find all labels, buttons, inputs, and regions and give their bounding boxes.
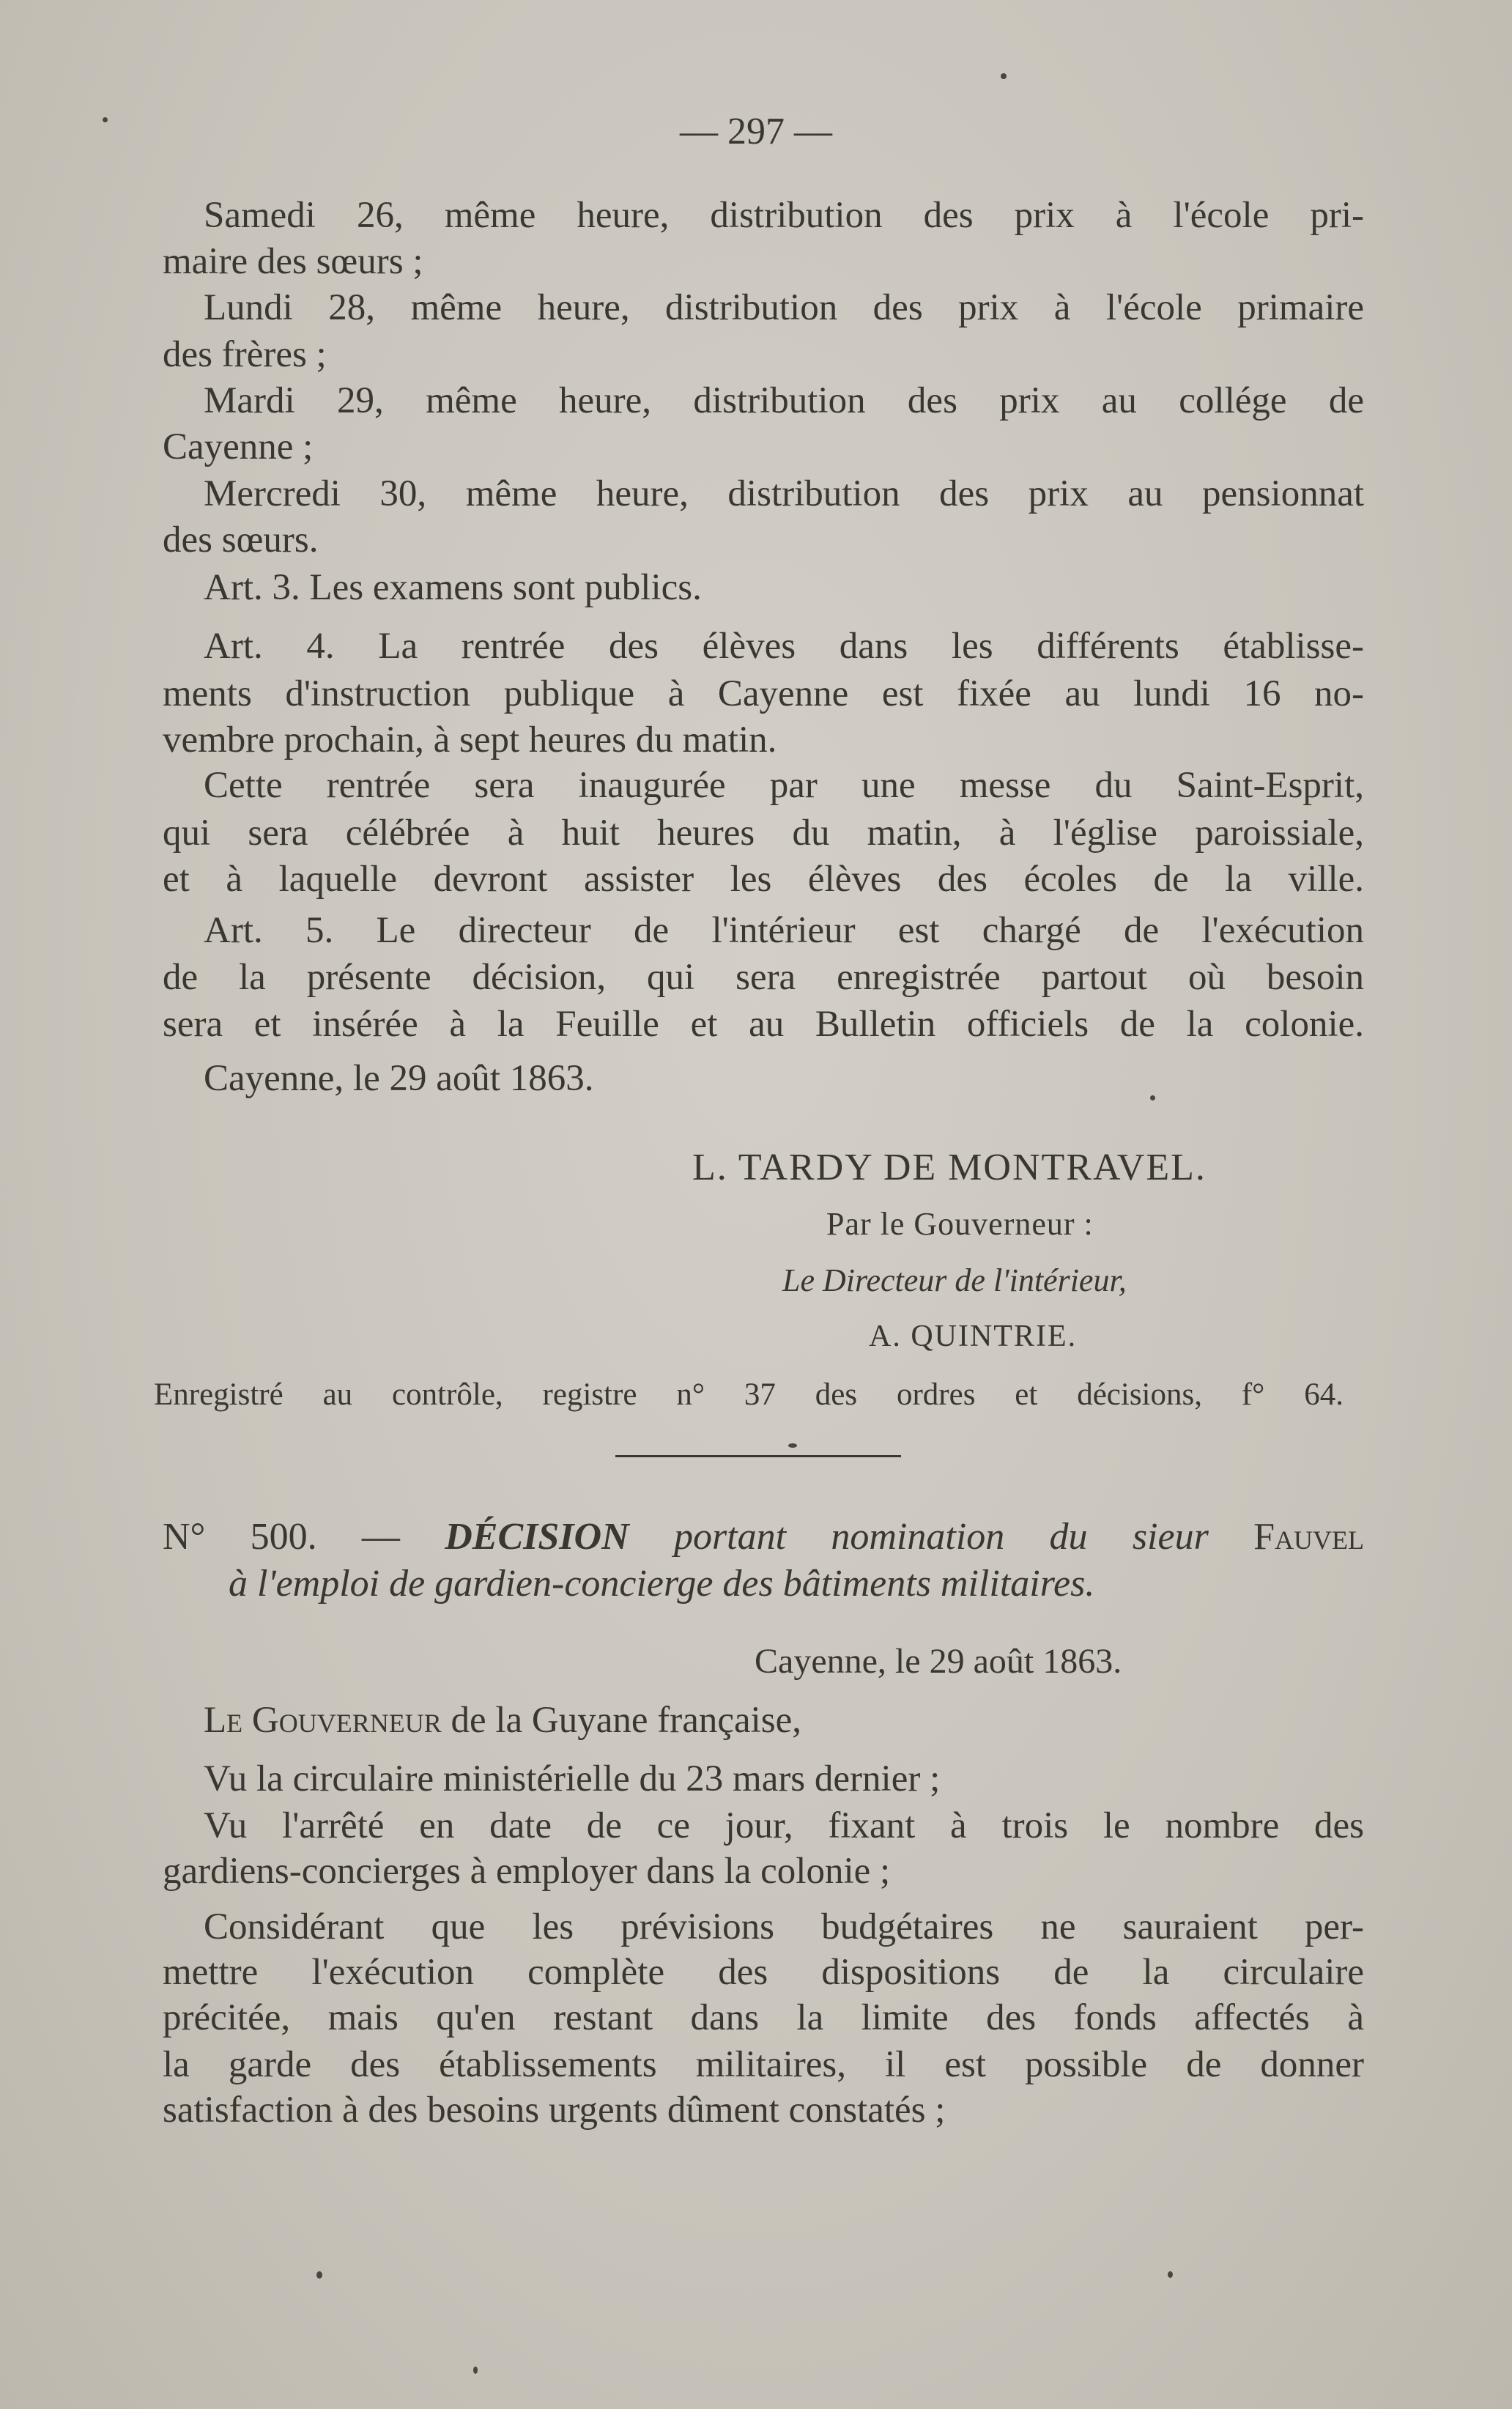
text-line: Lundi 28, même heure, distribution des prix à l'école primaire [204, 287, 1364, 328]
line-text: Vu la circulaire ministérielle du 23 mars dernier ; [204, 1758, 941, 1799]
line-text: Considérant que les prévisions budgétaires ne sauraient per- [204, 1906, 1364, 1947]
page-number: — 297 — [680, 111, 832, 152]
text-line: Art. 4. La rentrée des élèves dans les différents établisse- [204, 626, 1364, 667]
scan-speck [473, 2367, 478, 2374]
text-line [204, 1697, 1364, 1744]
text-line: Art. 5. Le directeur de l'intérieur est chargé de l'exécution [204, 910, 1364, 951]
text-line: Mardi 29, même heure, distribution des prix au collége de [204, 380, 1364, 421]
text-line: des frères ; [163, 334, 327, 375]
text-line: des sœurs. [163, 519, 319, 560]
scan-speck [1001, 73, 1007, 79]
text-line: ments d'instruction publique à Cayenne est fixée au lundi 16 no- [163, 673, 1364, 714]
text-line: maire des sœurs ; [163, 241, 423, 282]
text-line: et à laquelle devront assister les élèves des écoles de la ville. [163, 859, 1364, 900]
text-line: Cette rentrée sera inaugurée par une messe du Saint-Esprit, [204, 765, 1364, 806]
signature-directeur-title: Le Directeur de l'intérieur, [782, 1262, 1127, 1298]
text-line: vembre prochain, à sept heures du matin. [163, 719, 777, 761]
text-line [163, 1994, 1364, 2041]
section-divider [615, 1455, 901, 1457]
text-line: Cayenne ; [163, 426, 314, 467]
text-line [163, 1949, 1364, 1996]
text-line [204, 1755, 1364, 1802]
text-line: de la présente décision, qui sera enregistrée partout où besoin [163, 957, 1364, 998]
text-line: Mercredi 30, même heure, distribution des prix au pensionnat [204, 473, 1364, 514]
scan-speck [788, 1443, 797, 1448]
signature-governor: L. TARDY DE MONTRAVEL. [692, 1147, 1207, 1188]
text-line: qui sera célébrée à huit heures du matin, à l'église paroissiale, [163, 813, 1364, 854]
line-text: la garde des établissements militaires, il est possible de donner [163, 2044, 1364, 2085]
registration-note: Enregistré au contrôle, registre n° 37 des ordres et décisions, f° 64. [154, 1377, 1344, 1412]
signature-par-le-gouverneur: Par le Gouverneur : [826, 1206, 1094, 1242]
scan-speck [1150, 1095, 1155, 1100]
decision-heading-line2: à l'emploi de gardien-concierge des bâtiments militaires. [229, 1563, 1095, 1605]
small-caps-text: Le Gouverneur [204, 1700, 442, 1741]
text-line: Cayenne, le 29 août 1863. [204, 1058, 594, 1099]
text-line: sera et insérée à la Feuille et au Bulletin officiels de la colonie. [163, 1004, 1364, 1045]
line-text: gardiens-concierges à employer dans la colonie ; [163, 1851, 891, 1892]
line-text: précitée, mais qu'en restant dans la limite des fonds affectés à [163, 1997, 1364, 2038]
decision-dateline: Cayenne, le 29 août 1863. [755, 1642, 1122, 1681]
text-line [163, 1848, 1364, 1895]
decision-person-name: Fauvel [1253, 1516, 1365, 1558]
line-text: satisfaction à des besoins urgents dûment constatés ; [163, 2090, 946, 2131]
decision-number: N° 500. — [163, 1516, 400, 1558]
decision-heading [163, 1514, 1364, 1561]
scan-speck [1168, 2271, 1173, 2278]
line-text: Vu l'arrêté en date de ce jour, fixant à trois le nombre des [204, 1805, 1364, 1846]
text-line [204, 1802, 1364, 1849]
text-line [163, 2041, 1364, 2088]
signature-quintrie: A. QUINTRIE. [869, 1320, 1078, 1353]
scan-speck [316, 2271, 322, 2279]
decision-title-text: portant nomination du sieur [673, 1516, 1209, 1558]
text-line [204, 1903, 1364, 1950]
text-line: Art. 3. Les examens sont publics. [204, 567, 702, 608]
line-text: de la Guyane française, [441, 1700, 802, 1741]
text-line: Samedi 26, même heure, distribution des prix à l'école pri- [204, 195, 1364, 236]
text-line [163, 2087, 1364, 2134]
decision-title-bold: DÉCISION [445, 1516, 629, 1558]
scan-speck [103, 117, 108, 122]
line-text: mettre l'exécution complète des dispositions de la circulaire [163, 1952, 1364, 1993]
